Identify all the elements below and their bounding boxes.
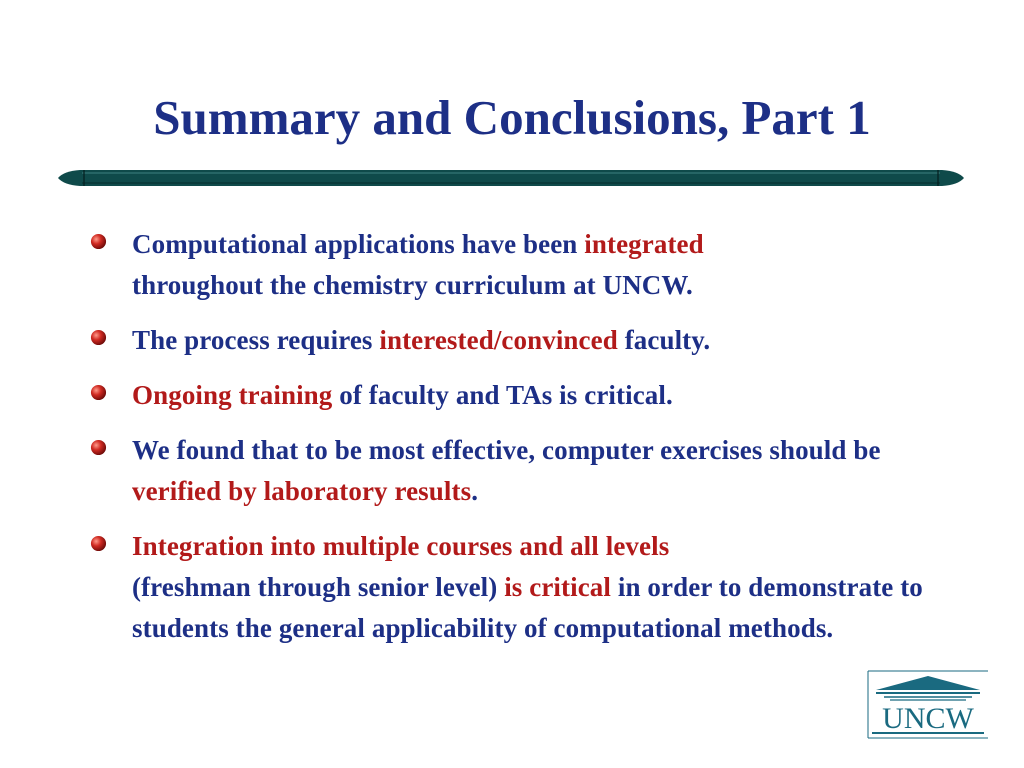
bullet-text [132, 526, 970, 649]
bullet-icon [90, 233, 107, 250]
bullet-text-segment: The process requires [132, 325, 380, 355]
bullet-text-segment: . [471, 476, 479, 506]
bullet-text [132, 375, 970, 416]
bullet-text-segment: faculty. [617, 325, 711, 355]
bullet-icon [90, 535, 107, 552]
slide-title: Summary and Conclusions, Part 1 [153, 90, 871, 145]
bullet-text-segment: We found that to be most effective, computer exercises should be [132, 435, 881, 465]
title-divider-rule [58, 166, 964, 190]
bullet-text-segment: (freshman through senior level) [132, 572, 505, 602]
bullet-item [90, 430, 970, 512]
bullet-icon [90, 329, 107, 346]
building-columns-icon [868, 671, 988, 700]
bullet-emphasis-segment: integrated [584, 229, 704, 259]
bullet-item [90, 526, 970, 649]
bullet-icon [90, 384, 107, 401]
bullet-list [90, 224, 970, 663]
bullet-text-segment: throughout the chemistry curriculum at UNCW. [132, 270, 693, 300]
bullet-text [132, 224, 970, 306]
bullet-item [90, 375, 970, 416]
bullet-text [132, 320, 970, 361]
bullet-emphasis-segment: interested/convinced [379, 325, 618, 355]
bullet-item [90, 320, 970, 361]
bullet-icon [90, 439, 107, 456]
bullet-emphasis-segment: is critical [504, 572, 612, 602]
bullet-emphasis-segment: Integration into multiple courses and all levels [132, 531, 670, 561]
bullet-item [90, 224, 970, 306]
bullet-emphasis-segment: Ongoing training [132, 380, 333, 410]
bullet-text-segment: in order to demonstrate to students the general applicability of computational methods. [132, 572, 923, 643]
bullet-text [132, 430, 970, 512]
logo-text: UNCW [882, 702, 974, 735]
bullet-text-segment: Computational applications have been [132, 229, 585, 259]
bullet-text-segment: of faculty and TAs is critical. [332, 380, 673, 410]
bullet-emphasis-segment: verified by laboratory results [132, 476, 472, 506]
uncw-logo [866, 670, 990, 742]
